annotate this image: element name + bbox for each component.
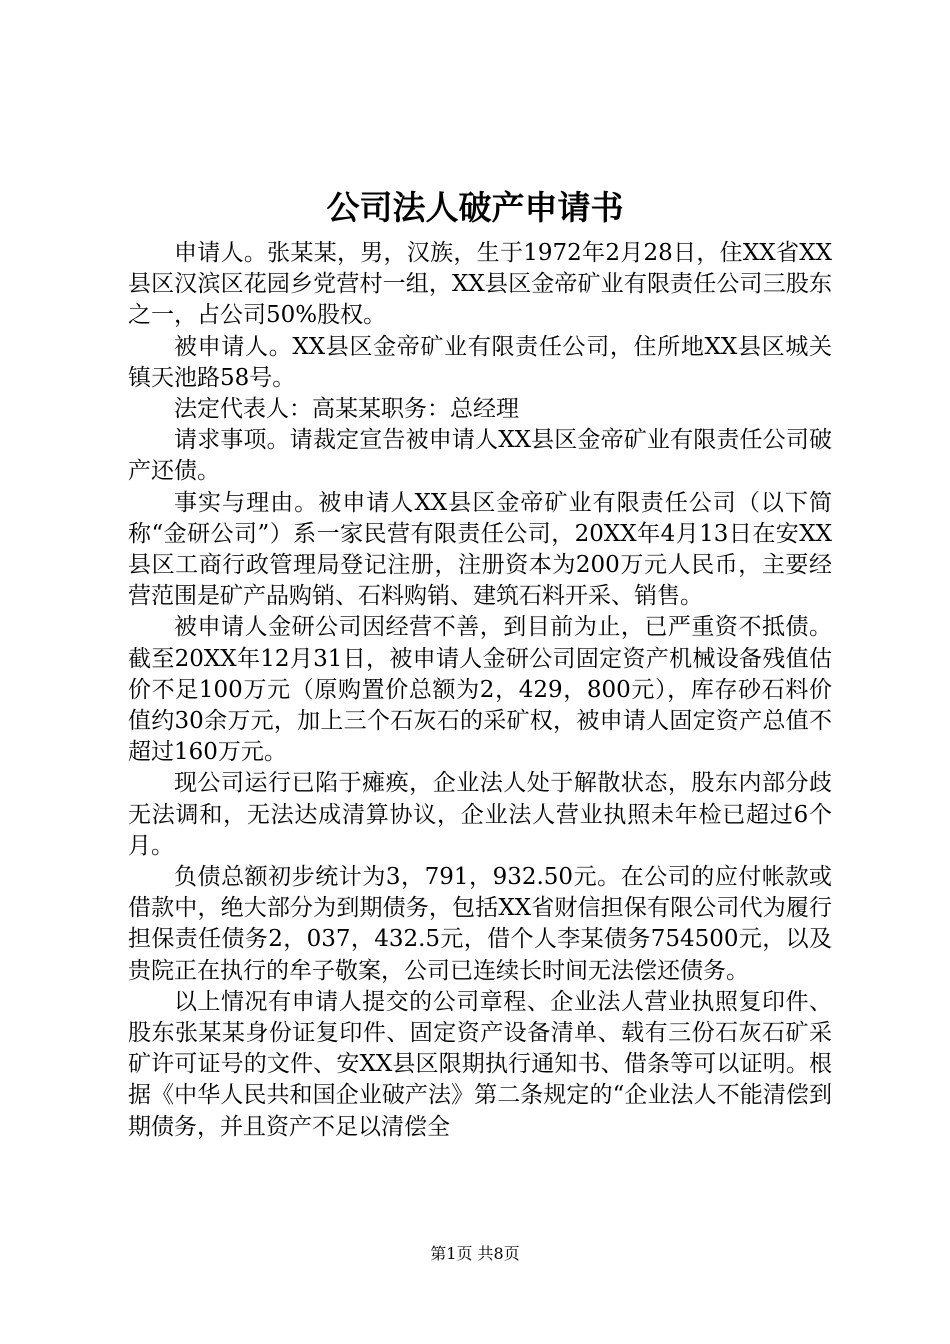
paragraph-facts-reasons: 事实与理由。被申请人XX县区金帝矿业有限责任公司（以下简称“金研公司”）系一家民营有限责任公司，20XX年4月13日在安XX县区工商行政管理局登记注册，注册资本为200万元人民币，主要经营范围是矿产品购销、石料购销、建筑石料开采、销售。 (128, 489, 832, 610)
paragraph-request: 请求事项。请裁定宣告被申请人XX县区金帝矿业有限责任公司破产还债。 (128, 427, 832, 485)
paragraph-debts: 负债总额初步统计为3，791，932.50元。在公司的应付帐款或借款中，绝大部分为到期债务，包括XX省财信担保有限公司代为履行担保责任债务2，037，432.5元，借个人李某债务754500元，以及贵院正在执行的牟子敬案，公司已连续长时间无法偿还债务。 (128, 864, 832, 984)
paragraph-evidence: 以上情况有申请人提交的公司章程、企业法人营业执照复印件、股东张某某身份证复印件、固定资产设备清单、载有三份石灰石矿采矿许可证号的文件、安XX县区限期执行通知书、借条等可以证明。根据《中华人民共和国企业破产法》第二条规定的“企业法人不能清偿到期债务，并且资产不足以清偿全 (128, 988, 832, 1140)
paragraph-respondent: 被申请人。XX县区金帝矿业有限责任公司，住所地XX县区城关镇天池路58号。 (128, 333, 832, 391)
paragraph-applicant: 申请人。张某某，男，汉族，生于1972年2月28日，住XX省XX县区汉滨区花园乡党营村一组，XX县区金帝矿业有限责任公司三股东之一，占公司50%股权。 (128, 240, 832, 329)
document-title: 公司法人破产申请书 (326, 188, 624, 227)
paragraph-insolvency: 被申请人金研公司因经营不善，到目前为止，已严重资不抵债。截至20XX年12月31日，被申请人金研公司固定资产机械设备残值估价不足100万元（原购置价总额为2，429，800元），库存砂石料价值约30余万元，加上三个石灰石的采矿权，被申请人固定资产总值不超过160万元。 (128, 614, 832, 766)
document-body (128, 238, 832, 1143)
paragraph-company-status: 现公司运行已陷于瘫痪，企业法人处于解散状态，股东内部分歧无法调和，无法达成清算协议，企业法人营业执照未年检已超过6个月。 (128, 770, 832, 859)
page-number-footer: 第1页 共8页 (430, 1244, 520, 1263)
paragraph-legal-representative: 法定代表人：高某某职务：总经理 (174, 396, 519, 423)
